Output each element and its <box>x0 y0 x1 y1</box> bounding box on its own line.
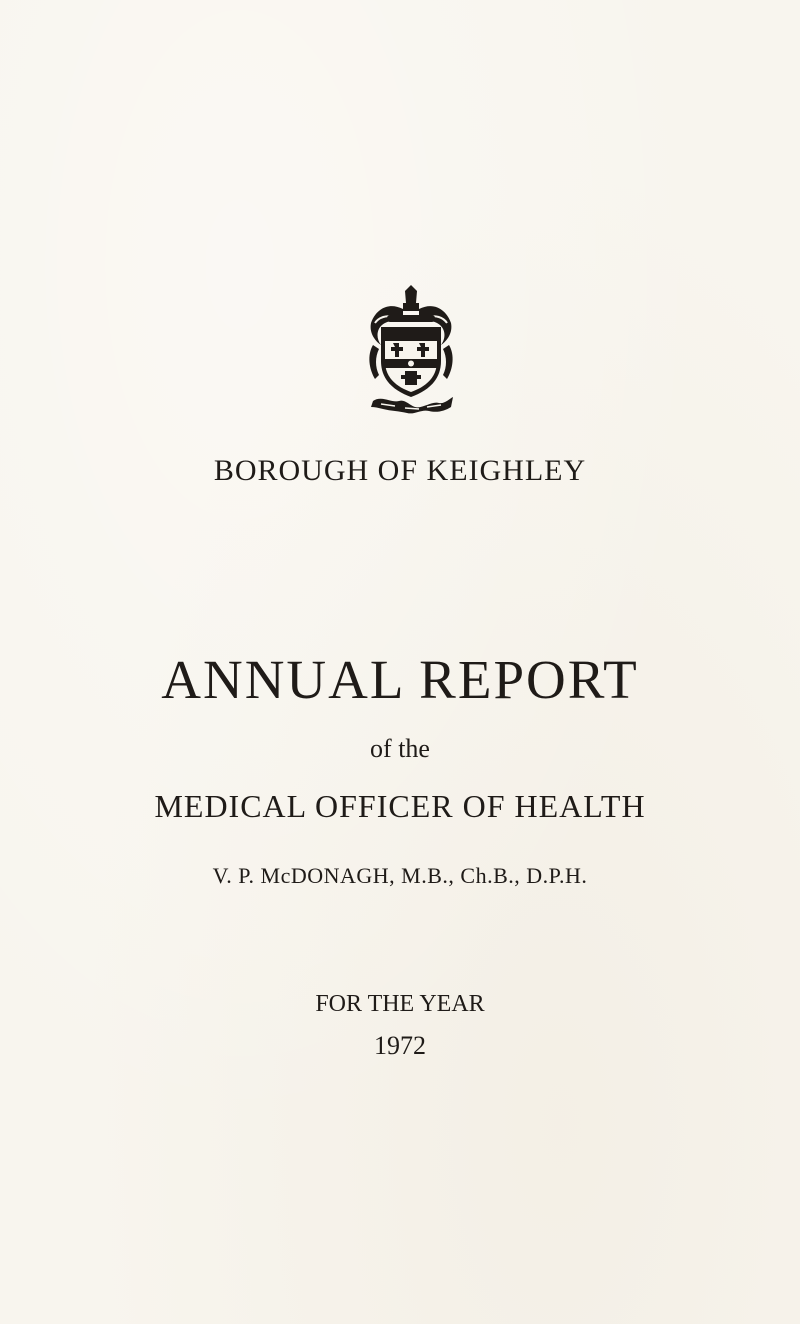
title-connector: of the <box>370 734 430 763</box>
borough-coat-of-arms-icon <box>365 283 457 423</box>
borough-name: BOROUGH OF KEIGHLEY <box>213 454 587 487</box>
period-label: FOR THE YEAR <box>315 991 485 1017</box>
report-title: ANNUAL REPORT <box>161 649 639 710</box>
report-subject: MEDICAL OFFICER OF HEALTH <box>154 788 646 824</box>
report-year: 1972 <box>374 1031 426 1060</box>
officer-name: V. P. McDONAGH, M.B., Ch.B., D.P.H. <box>212 863 588 888</box>
